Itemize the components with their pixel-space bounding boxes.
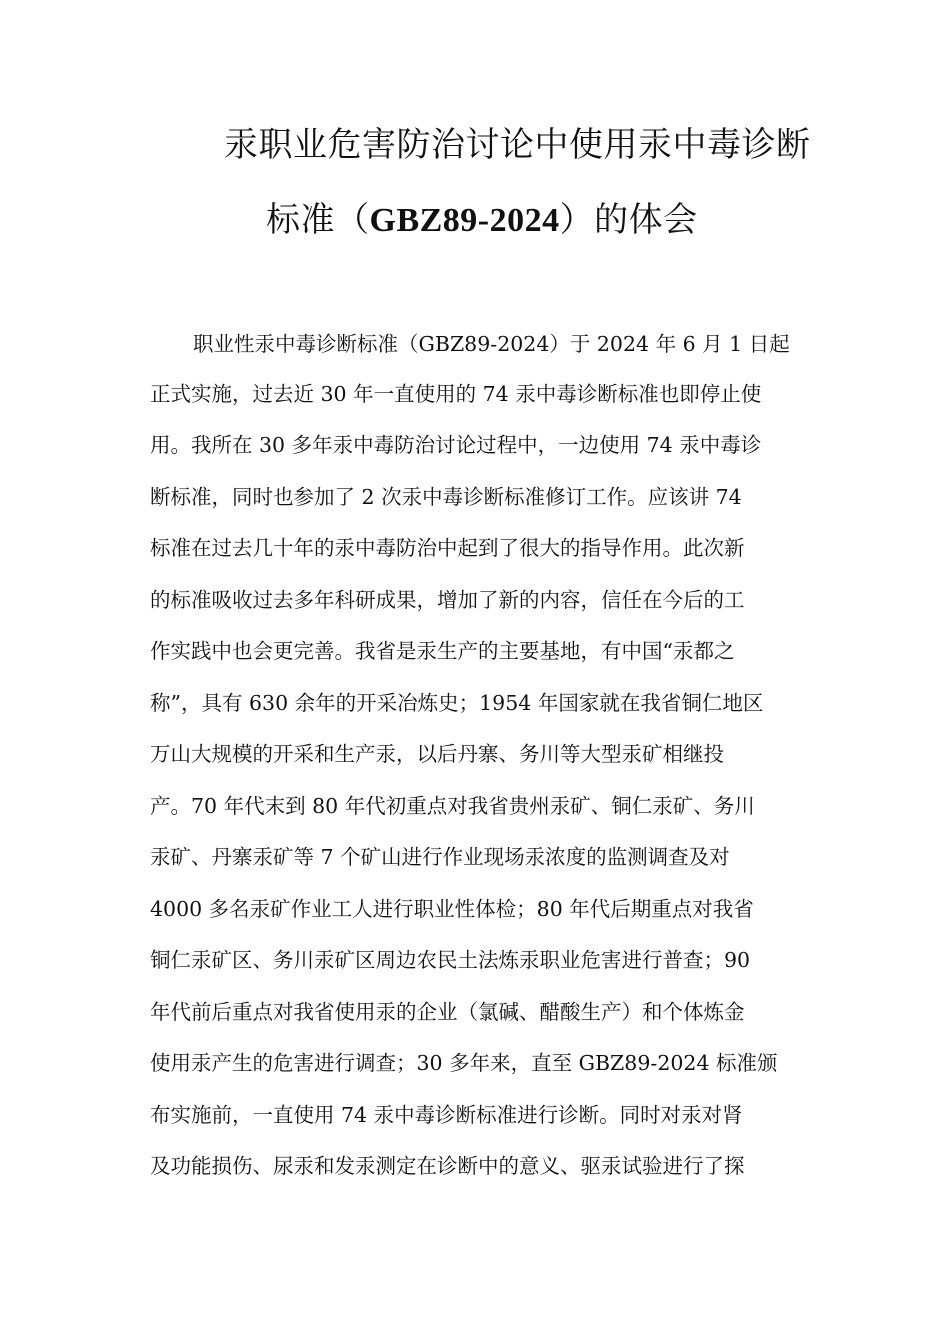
- paragraph-line: 4000 多名汞矿作业工人进行职业性体检；80 年代后期重点对我省: [150, 897, 754, 921]
- paragraph-line: 称”，具有 630 余年的开采冶炼史；1954 年国家就在我省铜仁地区: [150, 691, 764, 715]
- paragraph-line: 年代前后重点对我省使用汞的企业（氯碱、醋酸生产）和个体炼金: [150, 1000, 745, 1024]
- standard-code: GBZ89-2024: [369, 202, 560, 239]
- paragraph-line: 使用汞产生的危害进行调查；30 多年来，直至 GBZ89-2024 标准颁: [150, 1051, 778, 1075]
- paragraph-line: 断标准，同时也参加了 2 次汞中毒诊断标准修订工作。应该讲 74: [150, 485, 742, 509]
- paragraph-line: 职业性汞中毒诊断标准（GBZ89-2024）于 2024 年 6 月 1 日起: [193, 332, 790, 356]
- paragraph-line: 用。我所在 30 多年汞中毒防治讨论过程中，一边使用 74 汞中毒诊: [150, 433, 762, 457]
- paragraph-line: 及功能损伤、尿汞和发汞测定在诊断中的意义、驱汞试验进行了探: [150, 1154, 745, 1178]
- paragraph-line: 作实践中也会更完善。我省是汞生产的主要基地，有中国“汞都之: [150, 639, 735, 663]
- paragraph-line: 标准在过去几十年的汞中毒防治中起到了很大的指导作用。此次新: [150, 536, 745, 560]
- title-suffix: ）的体会: [559, 200, 698, 240]
- document-title-line-2: [266, 200, 698, 241]
- paragraph-line: 铜仁汞矿区、务川汞矿区周边农民土法炼汞职业危害进行普查；90: [150, 948, 751, 972]
- paragraph-line: 万山大规模的开采和生产汞，以后丹寨、务川等大型汞矿相继投: [150, 742, 724, 766]
- paragraph-line: 的标准吸收过去多年科研成果，增加了新的内容，信任在今后的工: [150, 588, 745, 612]
- document-title-line-1: 汞职业危害防治讨论中使用汞中毒诊断: [224, 125, 811, 165]
- paragraph-line: 产。70 年代末到 80 年代初重点对我省贵州汞矿、铜仁汞矿、务川: [150, 794, 755, 818]
- paragraph-line: 正式实施，过去近 30 年一直使用的 74 汞中毒诊断标准也即停止使: [150, 382, 762, 406]
- paragraph-line: 布实施前，一直使用 74 汞中毒诊断标准进行诊断。同时对汞对肾: [150, 1103, 743, 1127]
- title-prefix: 标准（: [266, 200, 370, 240]
- paragraph-line: 汞矿、丹寨汞矿等 7 个矿山进行作业现场汞浓度的监测调查及对: [150, 845, 730, 869]
